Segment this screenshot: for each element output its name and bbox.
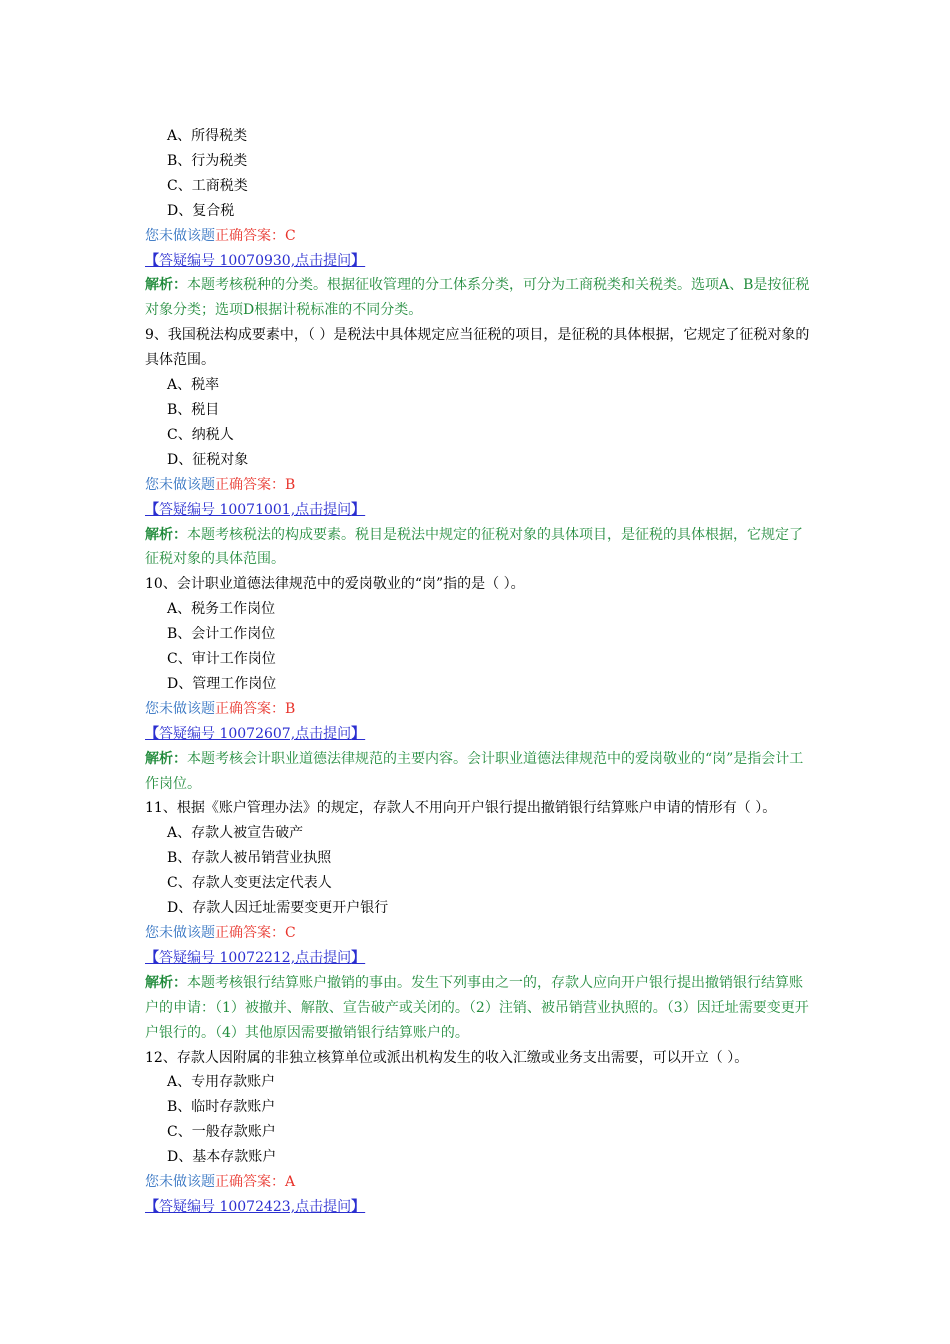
option-c: C、一般存款账户 <box>167 1124 276 1141</box>
question-8 <box>145 124 810 323</box>
correct-answer: B <box>285 476 296 493</box>
answer-status <box>145 1170 810 1195</box>
option-b: B、存款人被吊销营业执照 <box>167 850 332 867</box>
analysis-label: 解析： <box>145 974 187 991</box>
option-a: A、所得税类 <box>167 128 248 144</box>
analysis-text: 本题考核税法的构成要素。税目是税法中规定的征税对象的具体项目，是征税的具体根据，它规定了征税对象的具体范围。 <box>145 526 803 568</box>
option-b: B、临时存款账户 <box>167 1099 276 1116</box>
option-a: A、税务工作岗位 <box>167 601 276 618</box>
not-done-label: 您未做该题 <box>145 700 215 717</box>
answer-label: 正确答案： <box>215 925 285 941</box>
option-b: B、会计工作岗位 <box>167 626 276 643</box>
analysis-label: 解析： <box>145 526 187 543</box>
option-b: B、税目 <box>167 401 220 418</box>
option-d: D、基本存款账户 <box>167 1149 277 1166</box>
question-11 <box>145 796 810 1045</box>
analysis <box>145 971 810 1046</box>
option-a: A、存款人被宣告破产 <box>167 825 304 842</box>
option-d: D、管理工作岗位 <box>167 675 277 692</box>
question-text: 11、根据《账户管理办法》的规定，存款人不用向开户银行提出撤销银行结算账户申请的情形有（ ）。 <box>145 800 777 817</box>
correct-answer: C <box>285 227 296 244</box>
question-9 <box>145 323 810 572</box>
analysis-label: 解析： <box>145 750 187 767</box>
ask-question-link[interactable]: 【答疑编号 10072423,点击提问】 <box>145 1198 366 1215</box>
correct-answer: A <box>285 1174 296 1191</box>
question-link-row <box>145 249 810 274</box>
not-done-label: 您未做该题 <box>145 227 215 244</box>
option-d: D、存款人因迁址需要变更开户银行 <box>167 900 389 917</box>
analysis-text: 本题考核会计职业道德法律规范的主要内容。会计职业道德法律规范中的爱岗敬业的“岗”是指会计工作岗位。 <box>145 750 804 792</box>
option-a: A、专用存款账户 <box>167 1074 276 1091</box>
ask-question-link[interactable]: 【答疑编号 10072607,点击提问】 <box>145 725 366 742</box>
correct-answer: B <box>285 700 296 717</box>
ask-question-link[interactable]: 【答疑编号 10070930,点击提问】 <box>145 252 366 269</box>
exam-page <box>145 124 810 1220</box>
option-d: D、征税对象 <box>167 451 249 468</box>
not-done-label: 您未做该题 <box>145 476 215 493</box>
analysis-label: 解析： <box>145 277 187 294</box>
question-text: 12、存款人因附属的非独立核算单位或派出机构发生的收入汇缴或业务支出需要，可以开立（ ）。 <box>145 1049 749 1066</box>
option-c: C、工商税类 <box>167 177 248 194</box>
not-done-label: 您未做该题 <box>145 925 215 941</box>
option-c: C、审计工作岗位 <box>167 651 276 668</box>
analysis-text: 本题考核银行结算账户撤销的事由。发生下列事由之一的，存款人应向开户银行提出撤销银行结算账户的申请：（1）被撤并、解散、宣告破产或关闭的。（2）注销、被吊销营业执照的。（3）因迁址需要变更开户银行的。（4）其他原因需要撤销银行结算账户的。 <box>145 974 809 1041</box>
question-text: 10、会计职业道德法律规范中的爱岗敬业的“岗”指的是（ ）。 <box>145 576 525 593</box>
question-link-row <box>145 946 810 971</box>
question-12 <box>145 1046 810 1220</box>
answer-status <box>145 224 810 249</box>
analysis <box>145 273 810 323</box>
analysis <box>145 523 810 573</box>
question-text: 9、我国税法构成要素中，（ ）是税法中具体规定应当征税的项目，是征税的具体根据，它规定了征税对象的具体范围。 <box>145 327 810 369</box>
option-b: B、行为税类 <box>167 152 248 169</box>
option-a: A、税率 <box>167 377 220 394</box>
question-link-row <box>145 1195 810 1220</box>
answer-label: 正确答案： <box>215 476 285 493</box>
option-d: D、复合税 <box>167 202 235 219</box>
question-link-row <box>145 722 810 747</box>
answer-status <box>145 921 810 946</box>
ask-question-link[interactable]: 【答疑编号 10071001,点击提问】 <box>145 501 366 518</box>
answer-status <box>145 473 810 498</box>
not-done-label: 您未做该题 <box>145 1174 215 1191</box>
answer-label: 正确答案： <box>215 1174 285 1191</box>
analysis-text: 本题考核税种的分类。根据征收管理的分工体系分类，可分为工商税类和关税类。选项A、B是按征税对象分类；选项D根据计税标准的不同分类。 <box>145 277 810 319</box>
question-10 <box>145 572 810 796</box>
answer-status <box>145 697 810 722</box>
answer-label: 正确答案： <box>215 227 285 244</box>
ask-question-link[interactable]: 【答疑编号 10072212,点击提问】 <box>145 949 366 966</box>
correct-answer: C <box>285 925 296 941</box>
question-link-row <box>145 498 810 523</box>
answer-label: 正确答案： <box>215 700 285 717</box>
analysis <box>145 747 810 797</box>
option-c: C、存款人变更法定代表人 <box>167 875 332 892</box>
option-c: C、纳税人 <box>167 426 234 443</box>
